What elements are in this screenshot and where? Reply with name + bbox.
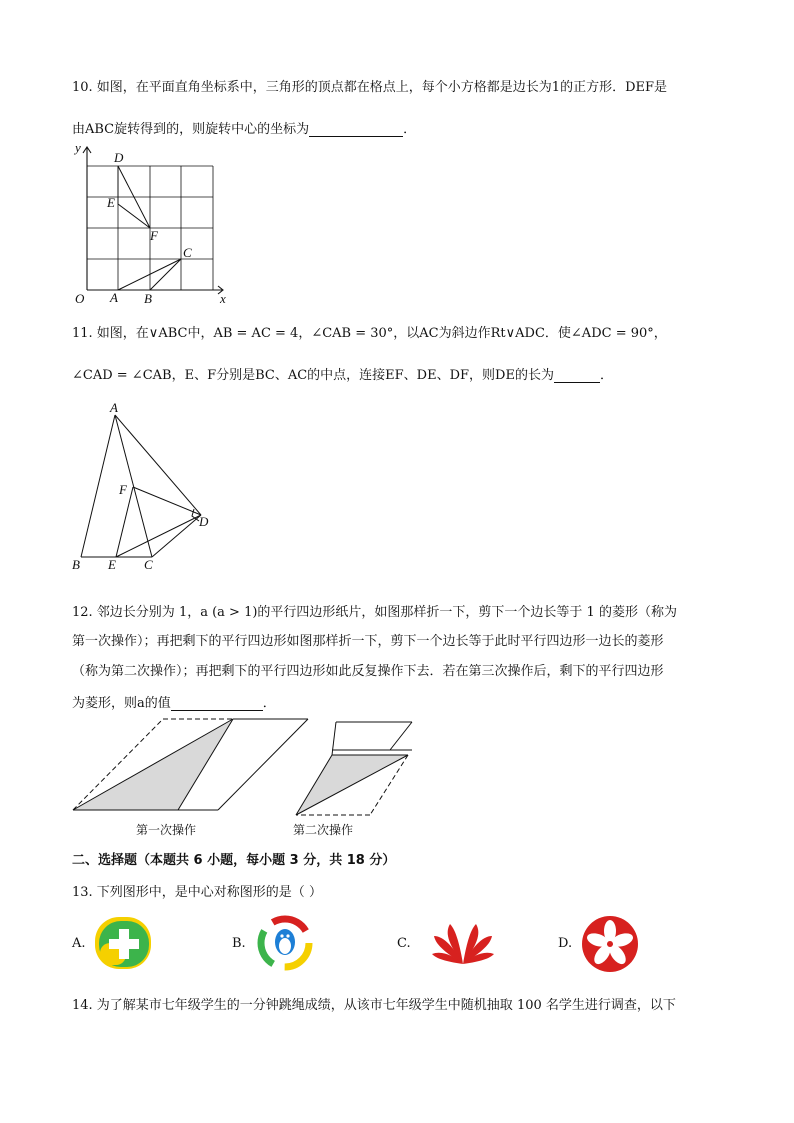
- red-petal-logo-icon: [430, 916, 496, 970]
- q10-line2: [72, 118, 416, 137]
- q10-label-A: A: [110, 290, 118, 305]
- q10-label-x: x: [220, 291, 226, 306]
- q11-line2: [72, 364, 613, 383]
- q12-caption-second: 第二次操作: [293, 823, 354, 837]
- q11-triangle-figure: [68, 398, 218, 576]
- flower-emblem-icon: [581, 915, 639, 973]
- q12-line4-end: ．: [262, 696, 276, 711]
- q12-answer-blank[interactable]: [171, 696, 263, 711]
- green-plus-logo-icon: [93, 915, 155, 973]
- q10-label-C: C: [183, 245, 192, 260]
- q11-label-A: A: [110, 400, 118, 415]
- q11-label-F: F: [119, 482, 127, 497]
- q13-option-a-label[interactable]: A.: [72, 936, 86, 951]
- q12-fold-figures: [68, 714, 428, 820]
- q11-label-B: B: [72, 557, 80, 572]
- q12-line4: [72, 692, 276, 711]
- q12-line2: 第一次操作）；再把剩下的平行四边形如图那样折一下，剪下一个边长等于此时平行四边形一边长的菱形: [72, 634, 664, 649]
- q10-line2-end: ．: [403, 122, 417, 137]
- section-heading: 二、选择题（本题共 6 小题，每小题 3 分，共 18 分）: [72, 853, 396, 868]
- q12-caption-first: 第一次操作: [136, 823, 197, 837]
- q10-label-y: y: [75, 140, 81, 155]
- q10-line1: 10. 如图，在平面直角坐标系中，三角形的顶点都在格点上，每个小方格都是边长为1的正方形．DEF是: [72, 80, 668, 95]
- q12-line1: 12. 邻边长分别为 1，a (a > 1)的平行四边形纸片，如图那样折一下，剪下一个边长等于 1 的菱形（称为: [72, 605, 677, 620]
- q12-line3: （称为第二次操作）；再把剩下的平行四边形如此反复操作下去．若在第三次操作后，剩下的平行四边形: [72, 664, 664, 679]
- q11-label-E: E: [108, 557, 116, 572]
- penguin-ring-logo-icon: [255, 912, 315, 974]
- q13-option-c-label[interactable]: C.: [397, 936, 411, 951]
- q10-label-B: B: [144, 291, 152, 306]
- q11-line2-text: ∠CAD = ∠CAB，E、F分别是BC、AC的中点，连接EF、DE、DF，则DE的长为: [72, 368, 554, 383]
- q10-answer-blank[interactable]: [309, 122, 403, 137]
- q10-label-D: D: [114, 150, 124, 165]
- q12-line4-text: 为菱形，则a的值: [72, 696, 171, 711]
- q10-label-E: E: [107, 195, 115, 210]
- q11-line2-end: ．: [599, 368, 613, 383]
- q10-label-O: O: [75, 291, 85, 306]
- q10-line2-text: 由ABC旋转得到的，则旋转中心的坐标为: [72, 122, 310, 137]
- q14-stem: 14. 为了解某市七年级学生的一分钟跳绳成绩，从该市七年级学生中随机抽取 100 名学生进行调查，以下: [72, 998, 676, 1013]
- q11-label-D: D: [199, 514, 209, 529]
- q10-coordinate-figure: [70, 140, 235, 310]
- q13-option-d-label[interactable]: D.: [558, 936, 573, 951]
- q11-line1: 11. 如图，在∨ABC中，AB = AC = 4，∠CAB = 30°，以AC为斜边作Rt∨ADC．使∠ADC = 90°，: [72, 326, 667, 341]
- q10-label-F: F: [150, 228, 158, 243]
- q13-option-b-label[interactable]: B.: [232, 936, 246, 951]
- q11-label-C: C: [144, 557, 153, 572]
- q13-stem: 13. 下列图形中，是中心对称图形的是（ ）: [72, 885, 322, 900]
- q11-answer-blank[interactable]: [554, 368, 600, 383]
